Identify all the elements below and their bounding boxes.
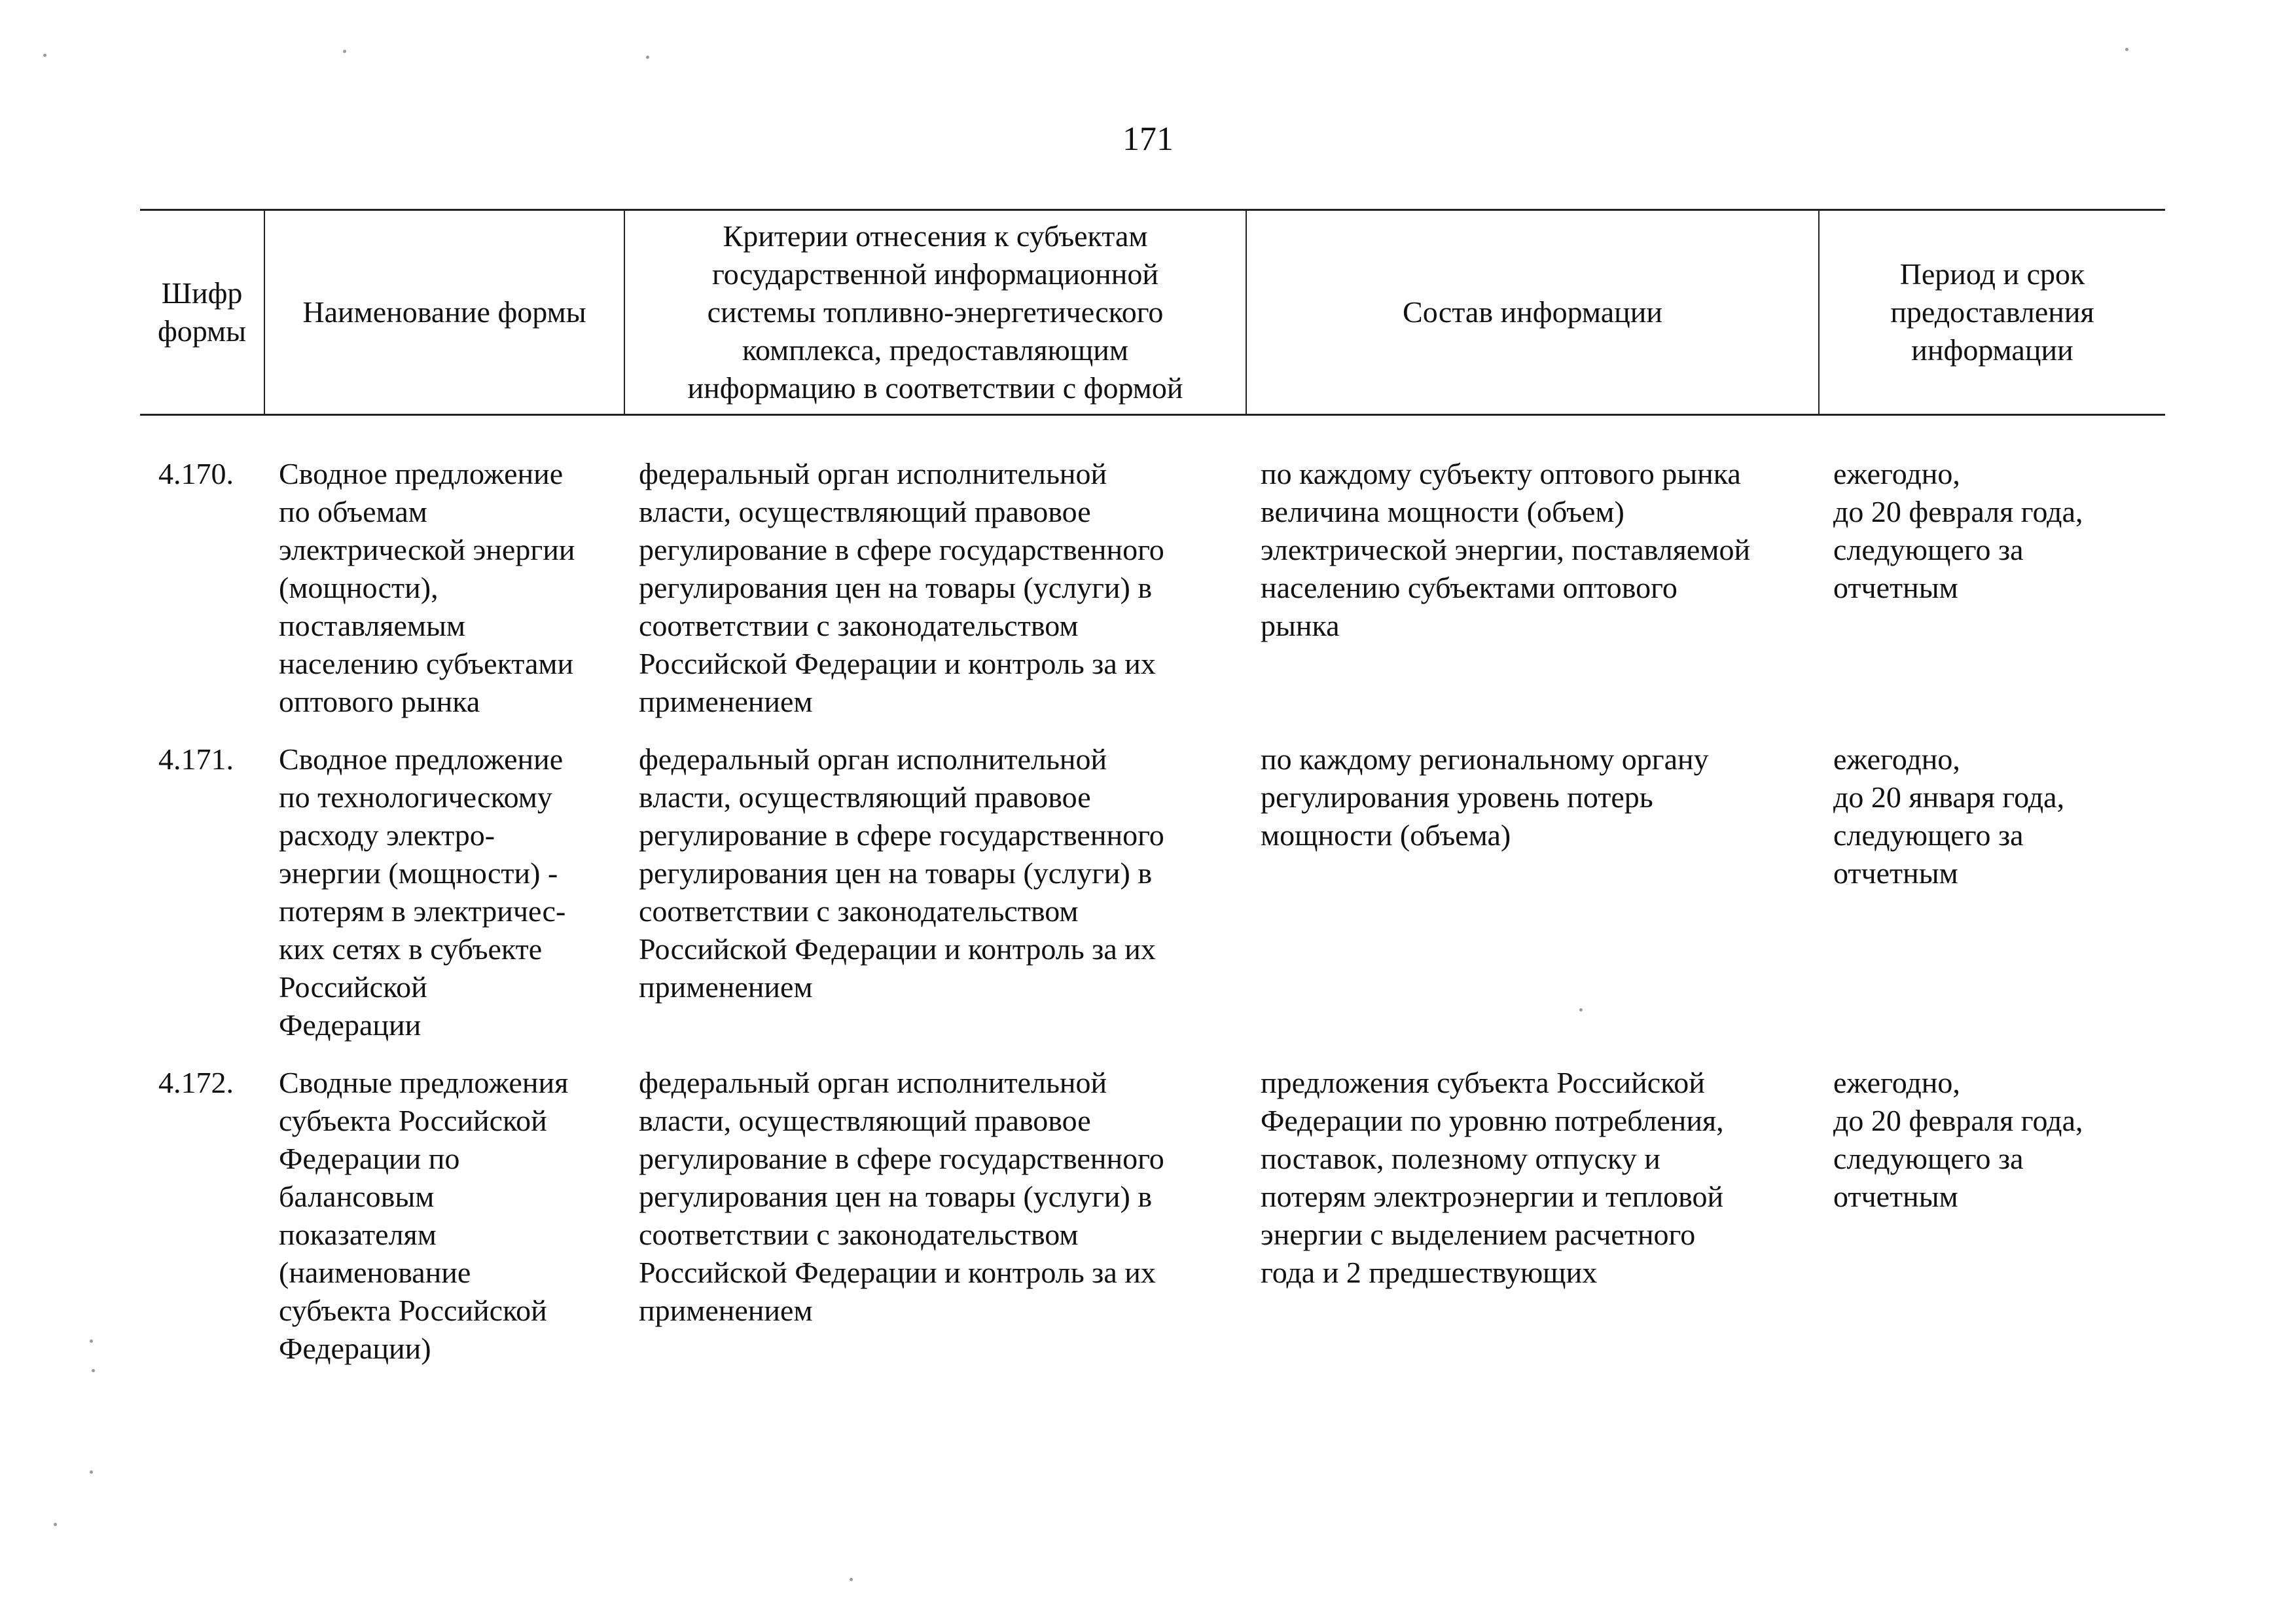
scan-speck [2125,48,2128,51]
table-row [140,1064,2165,1387]
table-row [140,740,2165,1064]
scan-speck [343,50,346,53]
form-criteria: федеральный орган исполнительной власти, осуществляющий правовое регулирование в сфере государственного регулирования цен на товары (услуги) в соответствии с законодательством Российской Федерации и контроль за их применением [639,1066,1164,1327]
form-code: 4.171. [158,742,234,776]
form-period: ежегодно, до 20 января года, следующего за отчетным [1833,742,2065,890]
scan-speck [646,56,649,59]
scan-speck [92,1369,95,1372]
scan-speck [90,1470,93,1474]
header-form-code: Шифр формы [140,210,264,415]
form-name: Сводные предложения субъекта Российской Федерации по балансовым показателям (наименование субъекта Российской Федерации) [279,1066,569,1365]
scan-speck [850,1578,853,1581]
form-code: 4.172. [158,1066,234,1099]
header-period: Период и срок предоставления информации [1819,210,2165,415]
form-name: Сводное предложение по объемам электрической энергии (мощности), поставляемым населению субъектами оптового рынка [279,457,575,718]
form-period: ежегодно, до 20 февраля года, следующего за отчетным [1833,457,2083,604]
scan-speck [43,54,46,57]
form-name: Сводное предложение по технологическому расходу электро- энергии (мощности) - потерям в электричес- ких сетях в субъекте Российской Федерации [279,742,566,1042]
form-code: 4.170. [158,457,234,490]
page-number: 171 [1122,120,1174,158]
table-row [140,455,2165,740]
scan-speck [54,1523,57,1526]
scan-speck [1579,1008,1583,1012]
form-content: по каждому субъекту оптового рынка величина мощности (объем) электрической энергии, поставляемой населению субъектами оптового рынка [1261,457,1751,642]
form-criteria: федеральный орган исполнительной власти, осуществляющий правовое регулирование в сфере государственного регулирования цен на товары (услуги) в соответствии с законодательством Российской Федерации и контроль за их применением [639,457,1164,718]
form-criteria: федеральный орган исполнительной власти, осуществляющий правовое регулирование в сфере государственного регулирования цен на товары (услуги) в соответствии с законодательством Российской Федерации и контроль за их применением [639,742,1164,1004]
header-criteria: Критерии отнесения к субъектам государственной информационной системы топливно-энергетического комплекса, предоставляющим информацию в соответствии с формой [624,210,1246,415]
header-information-content: Состав информации [1246,210,1819,415]
form-content: по каждому региональному органу регулирования уровень потерь мощности (объема) [1261,742,1709,852]
forms-table [140,209,2165,1387]
form-period: ежегодно, до 20 февраля года, следующего за отчетным [1833,1066,2083,1213]
table-header-row [140,210,2165,415]
header-form-name: Наименование формы [264,210,624,415]
scan-speck [90,1340,93,1343]
form-content: предложения субъекта Российской Федерации по уровню потребления, поставок, полезному отпуску и потерям электроэнергии и тепловой энергии с выделением расчетного года и 2 предшествующих [1261,1066,1724,1289]
